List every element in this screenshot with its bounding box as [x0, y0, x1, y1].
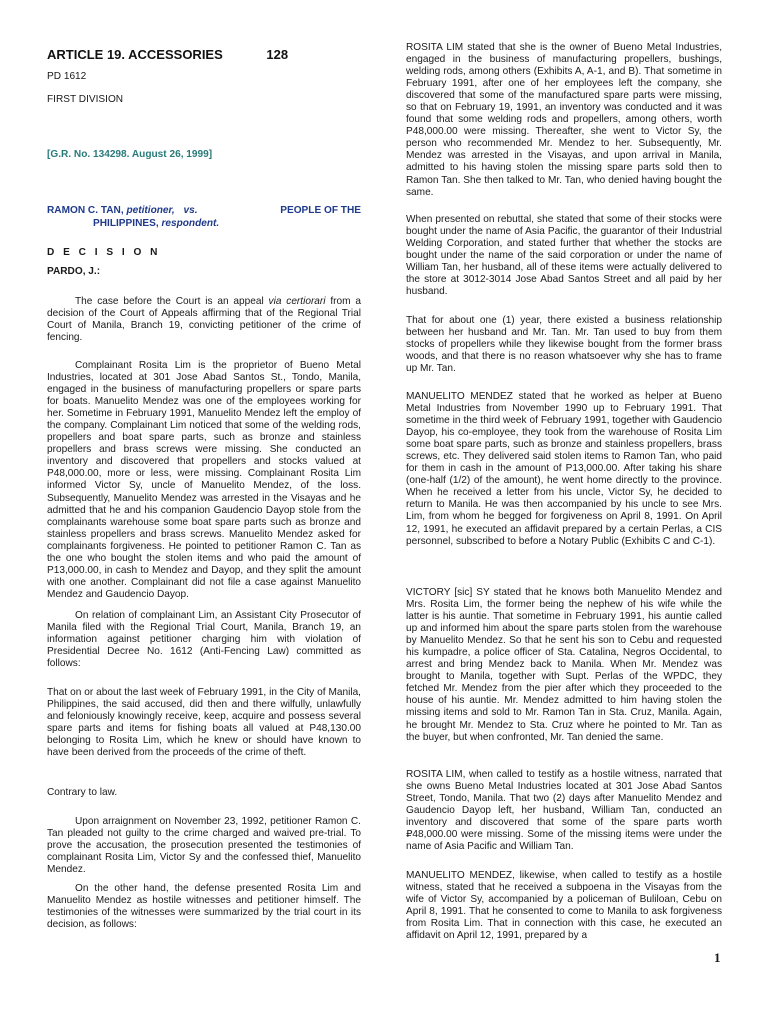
article-title: ARTICLE 19. ACCESSORIES: [47, 47, 223, 62]
quoted-paragraph: Contrary to law.: [47, 787, 118, 798]
paragraph: Complainant Rosita Lim is the proprietor of Bueno Metal Industries, located at 301 Jose Abad Santos St., Tondo, Manila, engaged in the business of manufacturing propellers or spare parts for boats. Manuelito Mendez was one of the employees working for her. Sometime in February 1991, Manuelito Mendez left the employ of the company. Complainant Lim noticed that some of the welding rods, propellers and boat spare parts, such as bronze and stainless propellers and brass screws were missing. She conducted an inventory and discovered that propellers and stocks valued at P48,000.00, more or less, were missing. Complainant Rosita Lim informed Victor Sy, uncle of Manuelito Mendez, of the loss. Subsequently, Manuelito Mendez was arrested in the Visayas and he admitted that he and his companion Gaudencio Dayop stole from the complainants warehouse some boat spare parts such as bronze and stainless propellers and brass screws. Manuelito Mendez asked for complainants forgiveness. He pointed to petitioner Ramon C. Tan as the one who bought the stolen items and who paid the amount of P13,000.00, in cash to Mendez and Dayop, and they split the amount with one another. Complainant did not file a case against Manuelito Mendez and Gaudencio Dayop.: [47, 360, 361, 600]
paragraph: Upon arraignment on November 23, 1992, petitioner Ramon C. Tan pleaded not guilty to the crime charged and waived pre-trial. To prove the accusation, the prosecution presented the testimonies of complainant Rosita Lim, Victor Sy and the confessed thief, Manuelito Mendez.: [47, 816, 361, 876]
quoted-paragraph: When presented on rebuttal, she stated that some of their stocks were bought under the name of Asia Pacific, the guarantor of their Industrial Welding Corporation, and stated further that whether the stocks are bought under the name of the said corporation or under the name of William Tan, her husband, all of these items were actually delivered to the store at 3012-3014 Jose Abad Santos Street and all paid by her husband.: [406, 214, 722, 298]
versus-label: vs.: [183, 205, 198, 216]
page-number: 1: [714, 950, 721, 965]
paragraph: On relation of complainant Lim, an Assistant City Prosecutor of Manila filed with the Regional Trial Court, Manila, Branch 19, an information against petitioner charging him with violation of Presidential Decree No. 1612 (Anti-Fencing Law) committed as follows:: [47, 610, 361, 670]
quoted-paragraph: VICTORY [sic] SY stated that he knows both Manuelito Mendez and Mrs. Rosita Lim, the former being the nephew of his wife while the latter is his auntie. That sometime in February 1991, his auntie called up and informed him about the spare parts stolen from the warehouse by Manuelito Mendez. So that he sent his son to Cebu and requested his kumpadre, a police officer of Sta. Catalina, Negros Occidental, to arrest and bring Mendez back to Manila. When Mr. Mendez was brought to Manila, together with Supt. Perlas of the WPDC, they fetched Mr. Mendez from the pier after which they proceeded to the house of his auntie. Mr. Mendez admitted to him having stolen the missing items and sold to Mr. Ramon Tan in Sta. Cruz, Manila. Again, he brought Mr. Mendez to Sta. Cruz where he pointed to Mr. Tan as the buyer, but when confronted, Mr. Tan denied the same.: [406, 587, 722, 743]
petitioner-role: petitioner,: [126, 205, 175, 216]
respondent-name-b: PHILIPPINES,: [93, 217, 159, 229]
petitioner-name: RAMON C. TAN,: [47, 205, 124, 216]
quoted-paragraph: ROSITA LIM, when called to testify as a hostile witness, narrated that she owns Bueno Metal Industries located at 301 Jose Abad Santos Street, Tondo, Manila. That two (2) days after Manuelito Mendez and Gaudencio Dayop left, her husband, William Tan, conducted an inventory and discovered that some of the spare parts worth ₽48,000.00 were missing. Some of the missing items were under the name of Asia Pacific and William Tan.: [406, 769, 722, 853]
respondent-name-a: PEOPLE OF THE: [280, 205, 361, 216]
paragraph: On the other hand, the defense presented Rosita Lim and Manuelito Mendez as hostile witnesses and petitioner himself. The testimonies of the witnesses were summarized by the trial court in its decision, as follows:: [47, 883, 361, 931]
article-heading: [47, 47, 288, 62]
quoted-paragraph: MANUELITO MENDEZ, likewise, when called to testify as a hostile witness, stated that he received a subpoena in the Visayas from the wife of Victor Sy, accompanied by a policeman of Buliloan, Cebu on April 8, 1991. That he consented to come to Manila to ask forgiveness from Rosita Lim. That in connection with this case, he executed an affidavit on April 12, 1991, prepared by a: [406, 870, 722, 942]
gr-number: [G.R. No. 134298. August 26, 1999]: [47, 149, 213, 160]
division-label: FIRST DIVISION: [47, 94, 124, 105]
decision-heading: D E C I S I O N: [47, 247, 161, 258]
quoted-paragraph: MANUELITO MENDEZ stated that he worked as helper at Bueno Metal Industries from November 1990 up to February 1991. That sometime in the third week of February 1991, together with Gaudencio Dayop, his co-employee, they took from the warehouse of Rosita Lim some boat spare parts, such as bronze and stainless propellers, brass screws, etc. They delivered said stolen items to Ramon Tan, who paid for them in cash in the amount of P13,000.00. After taking his share (one-half (1/2) of the amount), he went home directly to the province. When he received a letter from his uncle, Victor Sy, he decided to return to Manila. He was then accompanied by his uncle to see Mrs. Lim, from whom he begged for forgiveness on April 8, 1991. On April 12, 1991, he executed an affidavit prepared by a certain Perlas, a CIS personnel, subscribed to before a Notary Public (Exhibits C and C-1).: [406, 391, 722, 547]
article-page-ref: 128: [266, 47, 289, 62]
quoted-paragraph: ROSITA LIM stated that she is the owner of Bueno Metal Industries, engaged in the business of manufacturing propellers, bushings, welding rods, among others (Exhibits A, A-1, and B). That sometime in February 1991, after one of her employees left the company, she discovered that some of the manufactured spare parts were missing, so that on February 19, 1991, an inventory was conducted and it was found that some welding rods and propellers, among others, worth P48,000.00 were missing. Thereafter, she went to Victor Sy, the person who recommended Mr. Mendez to her. Subsequently, Mr. Mendez was arrested in the Visayas, and upon arrival in Manila, admitted to his having stolen the missing spare parts sold then to Ramon Tan. She then talked to Mr. Tan, who denied having bought the same.: [406, 42, 722, 198]
case-parties: [47, 205, 361, 230]
text-run: from a decision of the Court of Appeals affirming that of the Regional Trial Court of Manila, Branch 19, convicting petitioner of the crime of fencing.: [47, 296, 361, 344]
pd-label: PD 1612: [47, 71, 87, 82]
quoted-paragraph: That for about one (1) year, there existed a business relationship between her husband and Mr. Tan. Mr. Tan used to buy from them stocks of propellers while they likewise bought from the former brass woods, and that there is no reason whatsoever why she has to frame up Mr. Tan.: [406, 315, 722, 375]
respondent-role: respondent.: [161, 217, 220, 229]
text-run: The case before the Court is an appeal: [75, 296, 269, 307]
quoted-paragraph: That on or about the last week of February 1991, in the City of Manila, Philippines, the said accused, did then and there wilfully, unlawfully and feloniously knowingly receive, keep, acquire and possess several spare parts and items for fishing boats all valued at P48,130.00 belonging to Rosita Lim, which he knew or should have known to have been derived from the proceeds of the crime of theft.: [47, 687, 361, 759]
ponente: PARDO, J.:: [47, 266, 101, 277]
text-run-italic: via certiorari: [268, 296, 326, 307]
paragraph: [47, 296, 361, 344]
